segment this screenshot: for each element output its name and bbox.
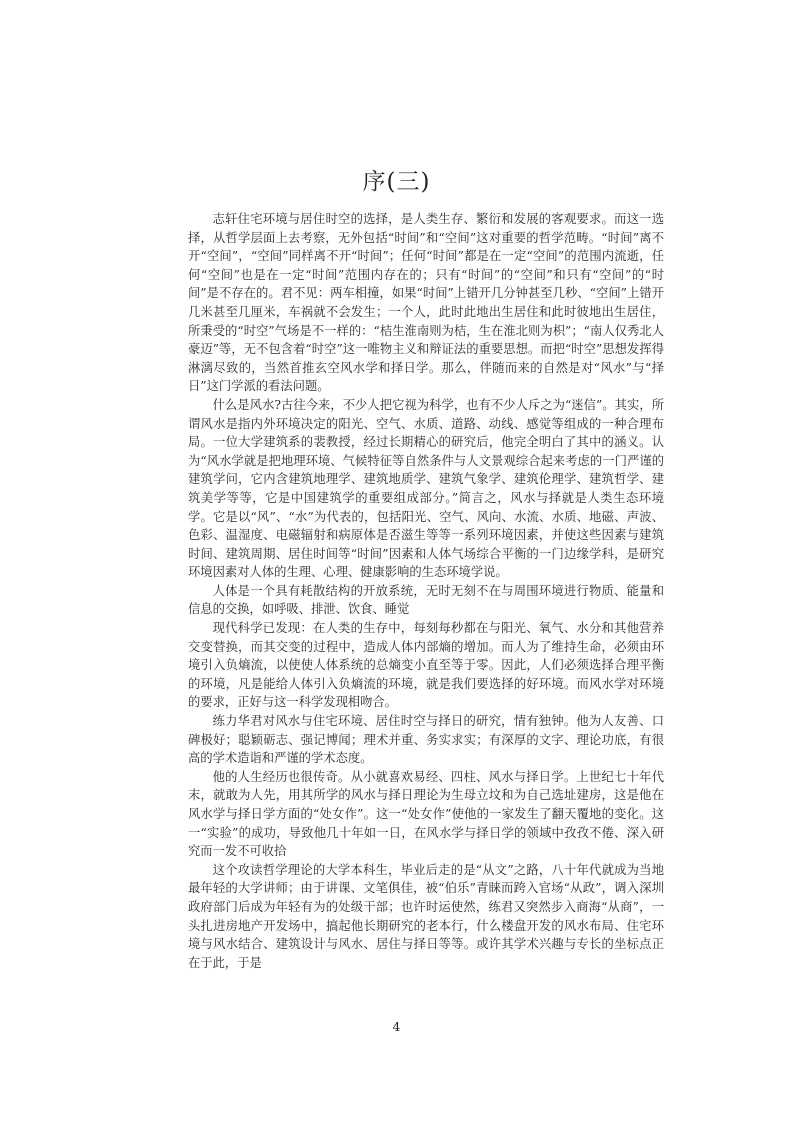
paragraph: 什么是风水?古往今来，不少人把它视为科学，也有不少人斥之为“迷信”。其实，所谓风水是指内外环境决定的阳光、空气、水质、道路、动线、感觉等组成的一种合理布局。一位大学建筑系的裴教授，经过长期精心的研究后，他完全明白了其中的涵义。认为“风水学就是把地理环境、气候特征等自然条件与人文景观综合起来考虑的一门严谨的建筑学问，它内含建筑地理学、建筑地质学、建筑气象学、建筑伦理学、建筑哲学、建筑美学等等，它是中国建筑学的重要组成部分。”简言之，风水与择就是人类生态环境学。它是以“风”、“水”为代表的，包括阳光、空气、风向、水流、水质、地磁、声波、色彩、温湿度、电磁辐射和病原体是否滋生等等一系列环境因素，并使这些因素与建筑时间、建筑周期、居住时间等“时间”因素和人体气场综合平衡的一门边缘学科，是研究环境因素对人体的生理、心理、健康影响的生态环境学说。 xyxy=(188,397,664,580)
page-number: 4 xyxy=(392,1020,401,1034)
paragraph: 志轩住宅环境与居住时空的选择，是人类生存、繁衍和发展的客观要求。而这一选择，从哲学层面上去考察，无外包括“时间”和“空间”这对重要的哲学范畴。“时间”离不开“空间”，“空间”同样离不开“时间”；任何“时间”都是在一定“空间”的范围内流逝，任何“空间”也是在一定“时间”范围内存在的；只有“时间”的“空间”和只有“空间”的“时间”是不存在的。君不见：两车相撞，如果“时间”上错开几分钟甚至几秒、“空间”上错开几米甚至几厘米，车祸就不会发生；一个人，此时此地出生居住和此时彼地出生居住，所秉受的“时空”气场是不一样的：“桔生淮南则为桔，生在淮北则为枳”；“南人仅秀北人豪迈”等，无不包含着“时空”这一唯物主义和辩证法的重要思想。而把“时空”思想发挥得淋漓尽致的，当然首推玄空风水学和择日学。那么，伴随而来的自然是对“风水”与“择日”这门学派的看法问题。 xyxy=(188,212,664,394)
body-text xyxy=(188,210,664,972)
paragraph: 人体是一个具有耗散结构的开放系统，无时无刻不在与周围环境进行物质、能量和信息的交换，如呼吸、排泄、饮食、睡觉 xyxy=(188,583,664,617)
paragraph: 这个攻读哲学理论的大学本科生，毕业后走的是“从文”之路，八十年代就成为当地最年轻的大学讲师；由于讲课、文笔俱佳，被“伯乐”青睐而跨入官场“从政”，调入深圳政府部门后成为年轻有为的处级干部；也许时运使然，练君又突然步入商海“从商”，一头扎进房地产开发场中，搞起他长期研究的老本行，什么楼盘开发的风水布局、住宅环境与风水结合、建筑设计与风水、居住与择日等等。或许其学术兴趣与专长的坐标点正在于此，于是 xyxy=(188,862,664,970)
page-title: 序(三) xyxy=(362,169,431,195)
paragraph: 现代科学已发现：在人类的生存中，每刻每秒都在与阳光、氧气、水分和其他营养交变替换，而其交变的过程中，造成人体内部熵的增加。而人为了维持生命，必须由环境引入负熵流，以使使人体系统的总熵变小直至等于零。因此，人们必须选择合理平衡的环境，凡是能给人体引入负熵流的环境，就是我们要选择的好环境。而风水学对环境的要求，正好与这一科学发现相吻合。 xyxy=(188,621,664,710)
paragraph: 练力华君对风水与住宅环境、居住时空与择日的研究，情有独钟。他为人友善、口碑极好；聪颖砺志、强记博闻；理术并重、务实求实；有深厚的文字、理论功底，有很高的学术造诣和严谨的学术态度。 xyxy=(188,714,664,766)
paragraph: 他的人生经历也很传奇。从小就喜欢易经、四柱、风水与择日学。上世纪七十年代末，就敢为人先，用其所学的风水与择日理论为生母立坟和为自己选址建房，这是他在风水学与择日学方面的“处女作”。这一“处女作”使他的一家发生了翻天覆地的变化。这一“实验”的成功，导致他几十年如一日，在风水学与择日学的领域中孜孜不倦、深入研究而一发不可收拾 xyxy=(188,769,664,859)
